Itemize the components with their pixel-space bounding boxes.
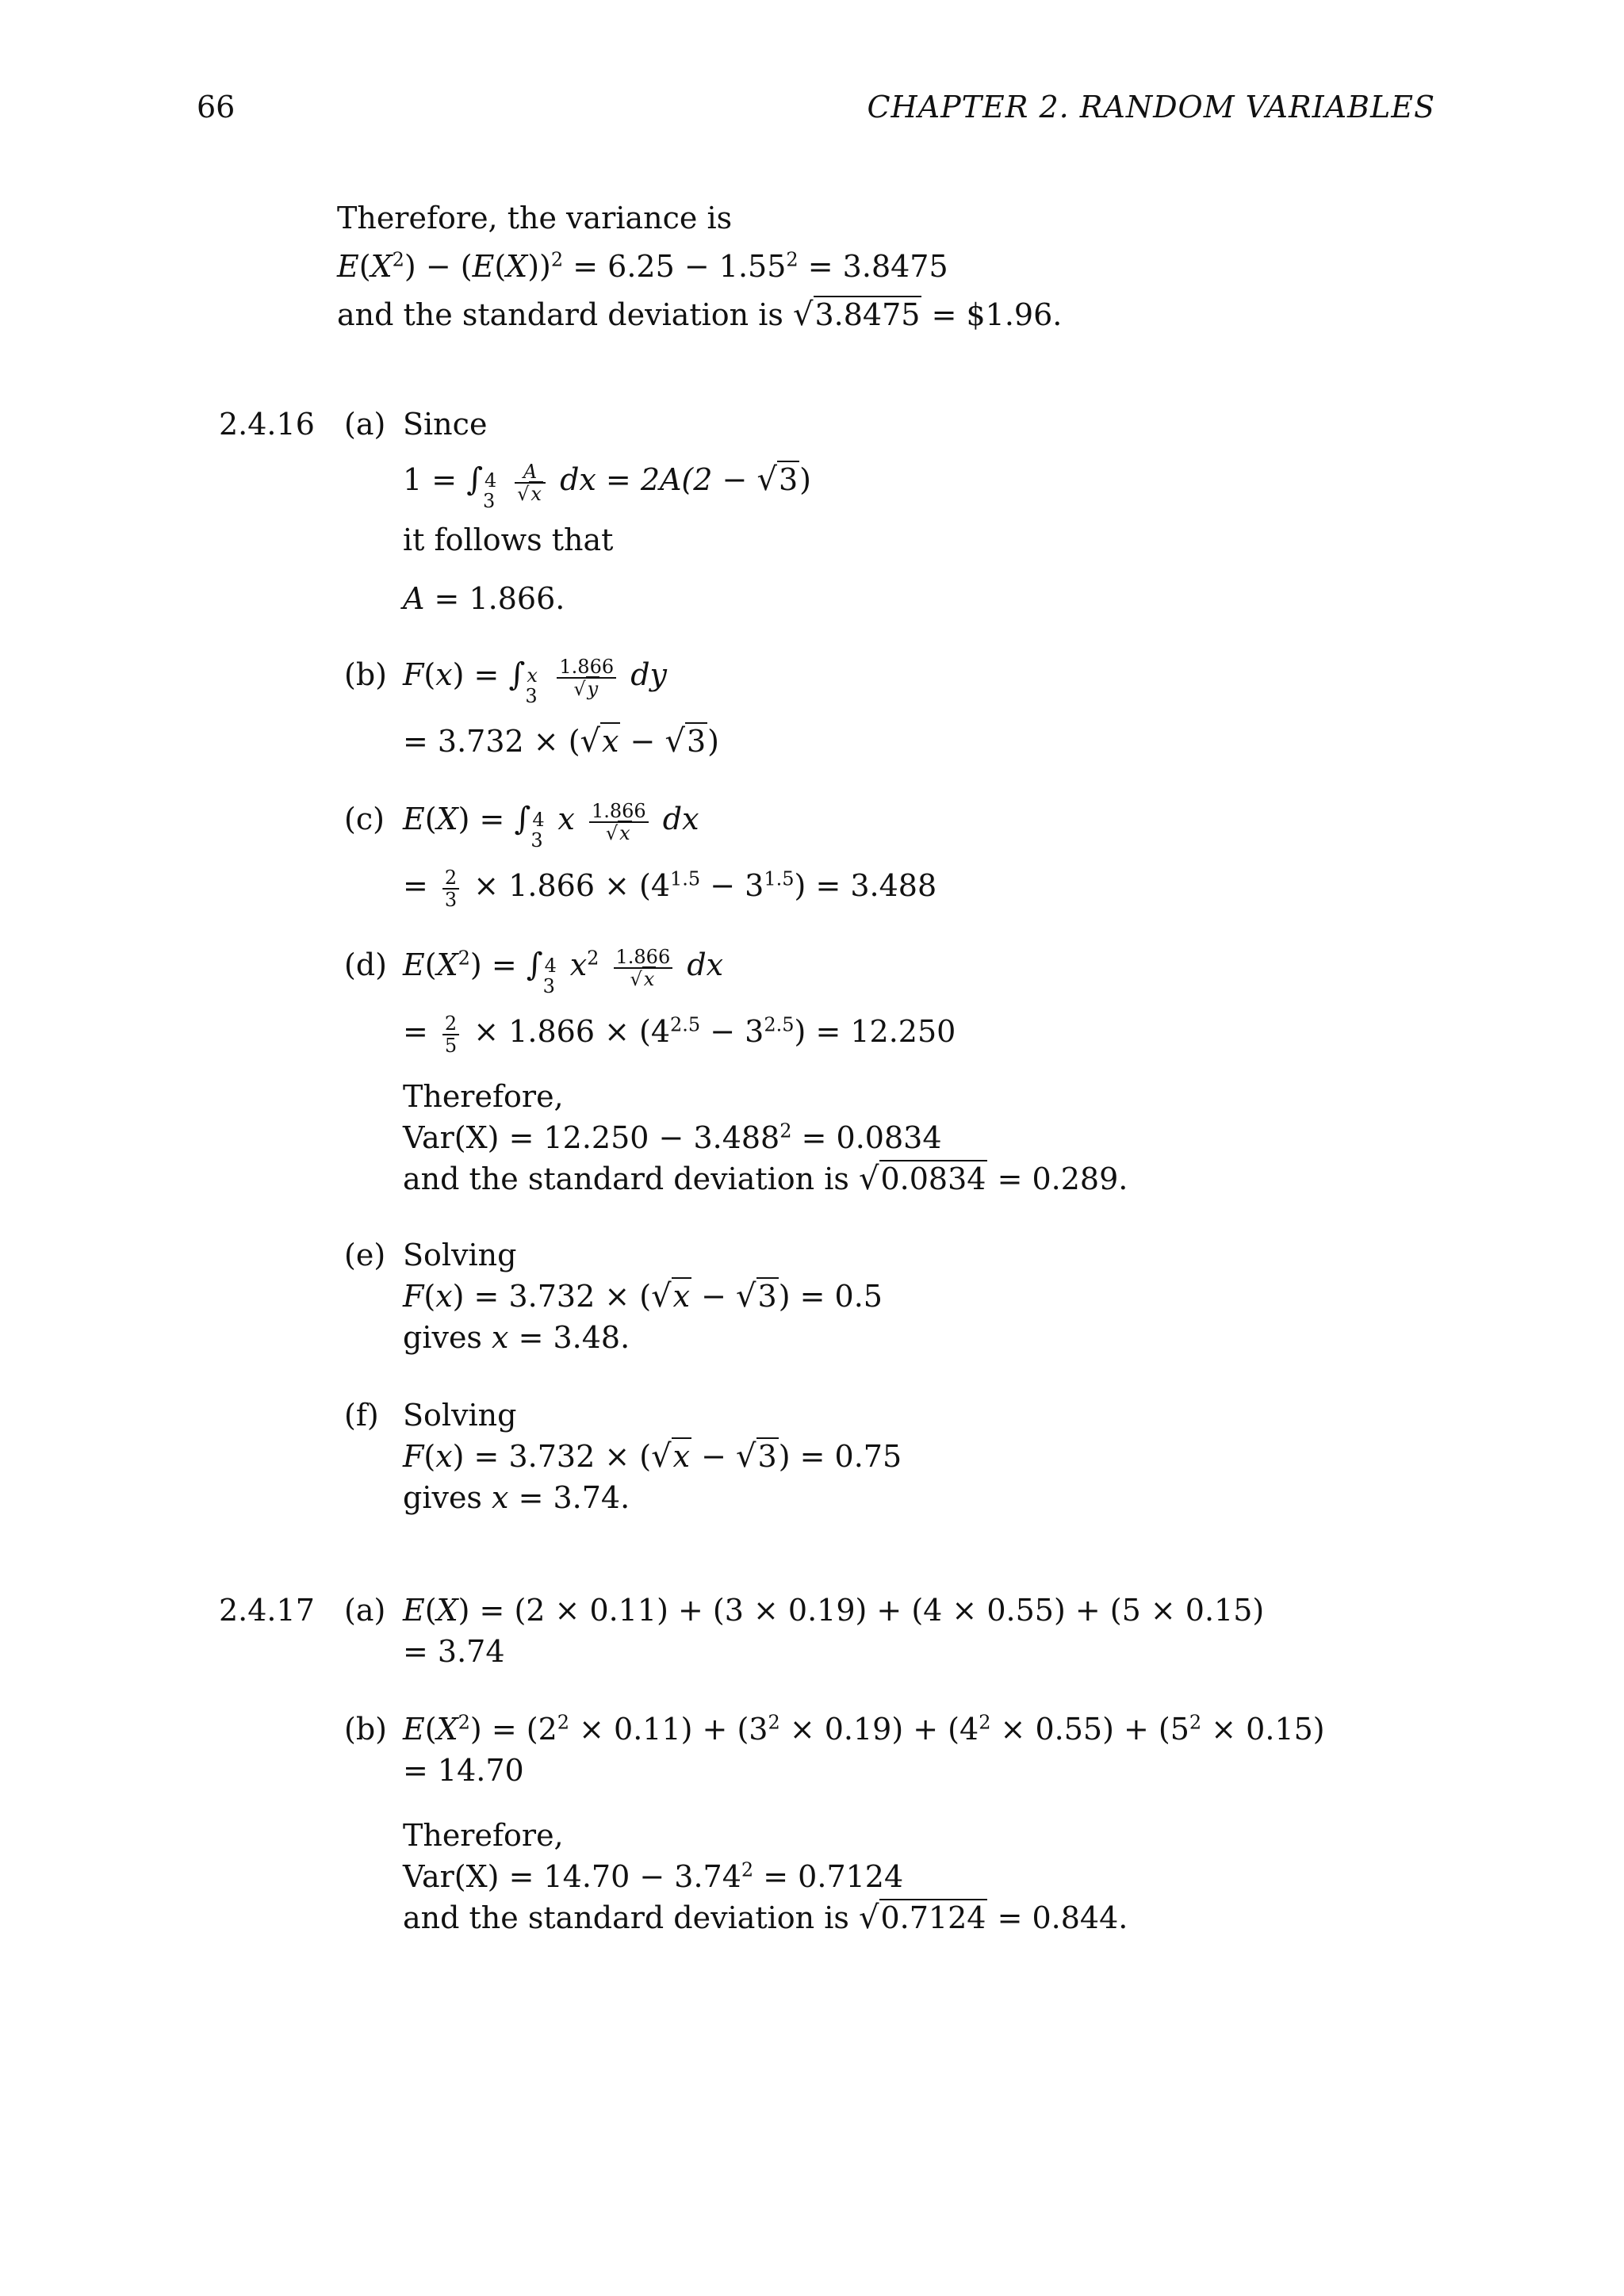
- part-c-tail: ) = 3.488: [794, 868, 937, 903]
- p17-sd-radicand: 0.7124: [880, 1900, 986, 1935]
- p17-part-a-result: = 3.74: [403, 1634, 505, 1669]
- p17-sd-text: and the standard deviation is: [403, 1900, 849, 1935]
- part-d-equation-2: = $\frac{2}{5}$ × $1.866 \times (4^{2.5} - 3^{2.5}) = 12.250$: [403, 1012, 956, 1057]
- page-number: 66: [197, 90, 236, 124]
- p17-part-b-equation: $E(X^2) = (2^2 \times 0.11) + (3^2 \times 0.19) + (4^2 \times 0.55) + (5^2 \times 0.15)$: [403, 1711, 1325, 1747]
- problem-number-2-4-17: 2.4.17: [219, 1593, 315, 1628]
- part-d-variance: $Var(X) = 12.250 - 3.488^2 = 0.0834$: [403, 1119, 942, 1155]
- intro-sd-result: = $1.96.: [931, 297, 1063, 332]
- p17-part-a-equation: E(X) = (2 × 0.11) + (3 × 0.19) + (4 × 0.55) + (5 × 0.15): [403, 1593, 1265, 1628]
- chapter-title: CHAPTER 2. RANDOM VARIABLES: [867, 90, 1435, 124]
- part-a-sqrt: 3: [778, 462, 799, 497]
- part-b-eq2-tail: ): [707, 724, 719, 759]
- part-b-equation-2: = 3.732 × (√x − √3): [403, 723, 719, 760]
- part-c-mid2: − 3: [700, 868, 764, 903]
- part-e-gives-text: gives: [403, 1320, 482, 1355]
- part-f-label: (f): [344, 1398, 379, 1433]
- intro-sd-radicand: 3.8475: [814, 297, 921, 332]
- part-c-frac-num: 1.866: [589, 801, 649, 823]
- part-b-eq2-head: = 3.732 × (: [403, 724, 580, 759]
- part-f-solving: Solving: [403, 1398, 517, 1433]
- intro-variance-values: = 6.25 − 1.55: [573, 249, 787, 284]
- p17-part-b-therefore: Therefore,: [403, 1818, 564, 1853]
- p17-part-b-result: = 14.70: [403, 1753, 524, 1788]
- part-d-label: (d): [344, 947, 387, 982]
- part-e-solving: Solving: [403, 1238, 517, 1272]
- part-e-gives: gives x = 3.48.: [403, 1320, 630, 1355]
- p17-part-a-label: (a): [344, 1593, 386, 1628]
- p17-part-b-variance: $Var(X) = 14.70 - 3.74^2 = 0.7124$: [403, 1858, 904, 1894]
- part-f-gives: gives x = 3.74.: [403, 1480, 630, 1515]
- part-a-result-value: = 1.866.: [434, 581, 565, 616]
- part-d-exp1: 2.5: [670, 1013, 701, 1036]
- part-c-exp2: 1.5: [764, 867, 795, 890]
- intro-line-1: Therefore, the variance is: [337, 201, 733, 235]
- part-a-result: A = 1.866.: [403, 581, 565, 616]
- part-f-eq-tail: ) = 0.75: [778, 1439, 902, 1474]
- part-a-equation: 1 = ∫ 4 3 $\frac{A}{√x}$ dx = 2A(2 − √3): [403, 460, 811, 512]
- intro-line-2: $E(X^2) - (E(X))^2 = 6.25 - 1.55^2 = 3.8475$: [337, 248, 948, 284]
- part-a-eq-tail: dx = 2A(2 −: [560, 462, 748, 497]
- p17-part-b-label: (b): [344, 1712, 387, 1747]
- part-f-equation: F(x) = 3.732 × (√x − √3) = 0.75: [403, 1438, 902, 1475]
- part-e-eq-head: = 3.732 × (: [473, 1279, 652, 1314]
- p17-var-line: (X) = 14.70 − 3.74: [454, 1859, 741, 1894]
- part-d-var-line: (X) = 12.250 − 3.488: [454, 1120, 780, 1155]
- intro-sd-text: and the standard deviation is: [337, 297, 783, 332]
- part-f-eq-head: = 3.732 × (: [473, 1439, 652, 1474]
- part-c-equation-2: = $\frac{2}{3}$ × $1.866 \times (4^{1.5} - 3^{1.5}) = 3.488$: [403, 866, 937, 911]
- part-b-label: (b): [344, 657, 387, 692]
- part-a-label: (a): [344, 407, 386, 442]
- part-f-gives-text: gives: [403, 1480, 482, 1515]
- part-e-label: (e): [344, 1238, 386, 1272]
- p17-sd-result: = 0.844.: [997, 1900, 1128, 1935]
- part-d-exp2: 2.5: [764, 1013, 795, 1036]
- part-c-label: (c): [344, 802, 385, 836]
- part-d-var-tail: = 0.0834: [801, 1120, 942, 1155]
- part-a-follows: it follows that: [403, 522, 614, 557]
- part-d-frac-num: 1.866: [614, 947, 673, 969]
- p17-part-a-eq-body: = (2 × 0.11) + (3 × 0.19) + (4 × 0.55) + (5 × 0.15): [479, 1593, 1265, 1628]
- part-b-equation: F(x) = ∫ x 3 $\frac{1.866}{√y}$ dy: [403, 655, 668, 707]
- part-c-equation: E(X) = ∫ 4 3 x $\frac{1.866}{√x}$ dx: [403, 799, 699, 851]
- part-d-therefore: Therefore,: [403, 1079, 564, 1114]
- part-d-tail: ) = 12.250: [794, 1014, 956, 1049]
- part-d-sd: and the standard deviation is √0.0834 = 0.289.: [403, 1161, 1128, 1197]
- part-b-frac-num: 1.866: [557, 656, 616, 679]
- problem-number-2-4-16: 2.4.16: [219, 407, 315, 442]
- p17-var-tail: = 0.7124: [763, 1859, 904, 1894]
- part-c-mid: × 1.866 × (4: [473, 868, 671, 903]
- part-e-equation: F(x) = 3.732 × (√x − √3) = 0.5: [403, 1278, 883, 1314]
- part-e-gives-value: = 3.48.: [518, 1320, 630, 1355]
- part-a-since: Since: [403, 407, 488, 442]
- intro-variance-result: = 3.8475: [807, 249, 948, 284]
- part-d-sd-radicand: 0.0834: [880, 1161, 986, 1196]
- part-d-sd-result: = 0.289.: [997, 1161, 1128, 1196]
- part-d-equation: $E(X^2)$ = ∫ 4 3 $x^2$ $\frac{1.866}{√x}$ dx: [403, 945, 724, 997]
- part-c-exp1: 1.5: [670, 867, 701, 890]
- p17-part-b-sd: and the standard deviation is √0.7124 = 0.844.: [403, 1900, 1128, 1936]
- part-d-mid: × 1.866 × (4: [473, 1014, 671, 1049]
- intro-line-3: and the standard deviation is √3.8475 = $1.96.: [337, 297, 1063, 333]
- part-d-sd-text: and the standard deviation is: [403, 1161, 849, 1196]
- part-f-gives-value: = 3.74.: [518, 1480, 630, 1515]
- part-e-eq-tail: ) = 0.5: [778, 1279, 883, 1314]
- part-d-mid2: − 3: [700, 1014, 764, 1049]
